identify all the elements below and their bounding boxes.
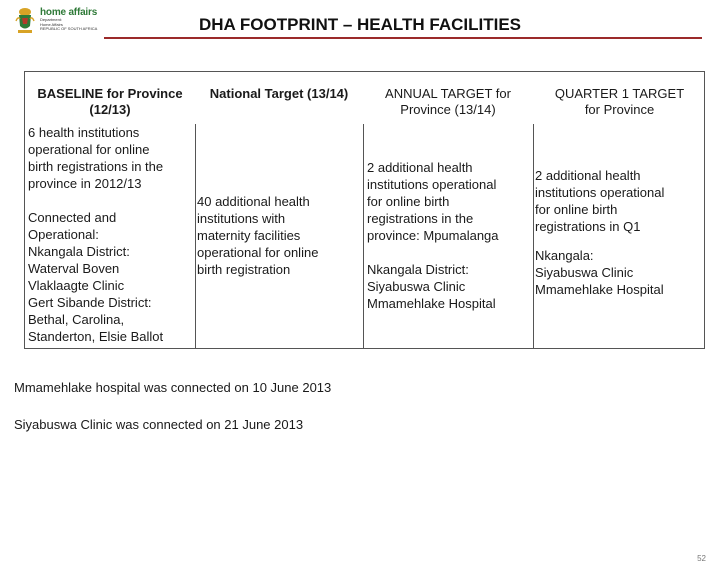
annual-text: 2 additional health institutions operational for online birth registrations in the province: Mpumalanga bbox=[367, 160, 499, 243]
page-number: 52 bbox=[697, 554, 706, 563]
header-annual: ANNUAL TARGET for Province (13/14) bbox=[385, 86, 511, 117]
quarter-text: 2 additional health institutions operational for online birth registrations in Q1 bbox=[535, 168, 665, 234]
annual-facilities-text: Nkangala District: Siyabuswa Clinic Mmamehlake Hospital bbox=[367, 262, 496, 311]
column-divider bbox=[195, 124, 196, 348]
header-baseline: BASELINE for Province (12/13) bbox=[37, 86, 183, 117]
logo-sub-1: Department: bbox=[40, 17, 63, 22]
header-quarter: QUARTER 1 TARGET for Province bbox=[554, 86, 685, 117]
baseline-connected-text: Connected and Operational: Nkangala District: Waterval Boven Vlaklaagte Clinic Gert Sibande District: Bethal, Carolina, Standerton, Elsie Ballot bbox=[28, 210, 164, 344]
logo-sub-3: REPUBLIC OF SOUTH AFRICA bbox=[40, 26, 98, 32]
page-title: DHA FOOTPRINT – HEALTH FACILITIES bbox=[198, 15, 522, 34]
quarter-facilities-text: Nkangala: Siyabuswa Clinic Mmamehlake Hospital bbox=[535, 248, 664, 297]
column-divider bbox=[533, 124, 534, 348]
baseline-cell bbox=[28, 124, 194, 345]
note-hospital-connected: Mmamehlake hospital was connected on 10 June 2013 bbox=[14, 380, 332, 395]
header-national: National Target (13/14) bbox=[209, 86, 349, 101]
logo-sub-2: Home Affairs bbox=[40, 21, 63, 27]
column-divider bbox=[363, 124, 364, 348]
national-cell bbox=[197, 193, 362, 278]
national-text: 40 additional health institutions with maternity facilities operational for online birth registration bbox=[197, 194, 319, 277]
baseline-text: 6 health institutions operational for online birth registrations in the province in 2012/13 bbox=[28, 125, 164, 191]
logo-name: home affairs bbox=[40, 7, 98, 18]
title-underline bbox=[104, 37, 702, 39]
quarter-cell bbox=[535, 167, 705, 298]
note-clinic-connected: Siyabuswa Clinic was connected on 21 June 2013 bbox=[14, 417, 304, 432]
annual-cell bbox=[367, 159, 532, 312]
targets-table bbox=[24, 71, 705, 349]
